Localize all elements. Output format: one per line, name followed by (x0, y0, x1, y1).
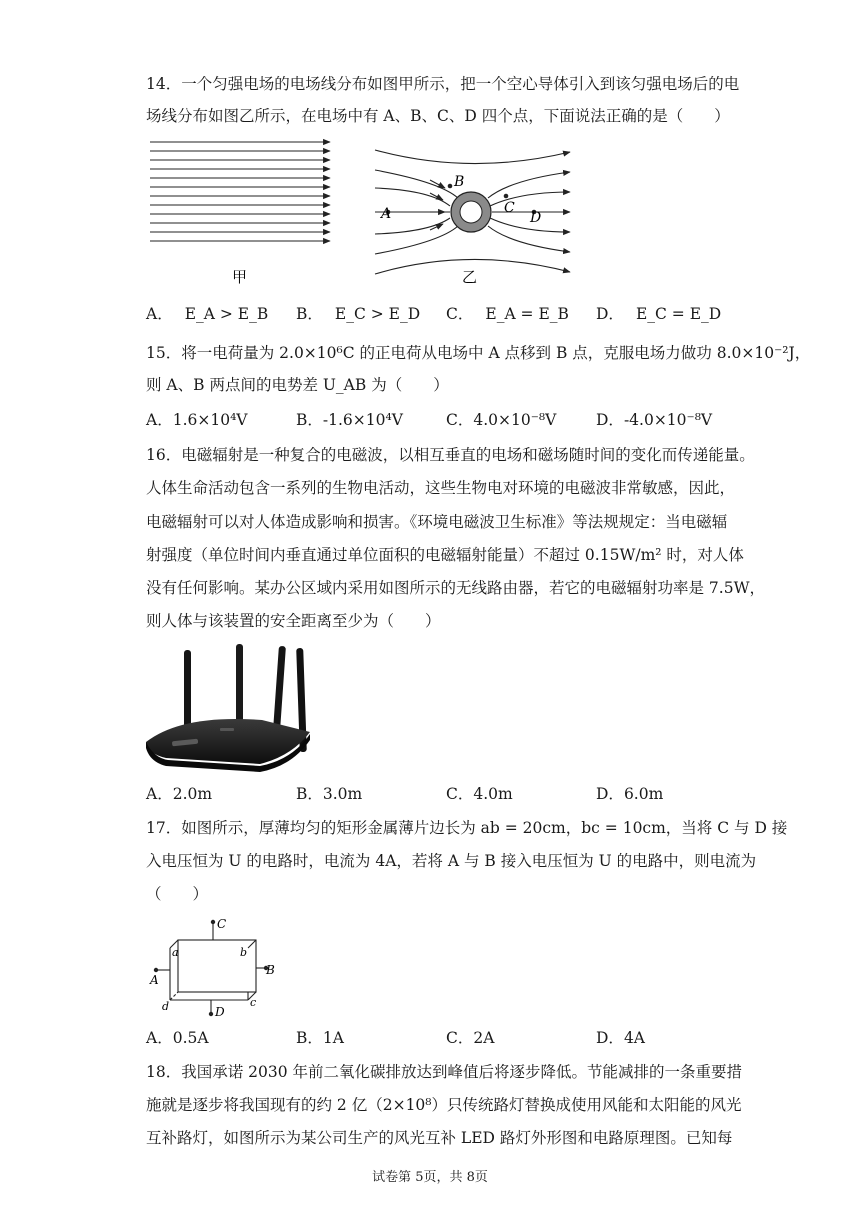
q17-option-b[interactable]: B．1A (296, 1029, 344, 1047)
point-C-label: C (504, 200, 515, 216)
q16-stem-line6: 则人体与该装置的安全距离至少为（ ） (146, 612, 441, 630)
q16-stem-line4: 射强度（单位时间内垂直通过单位面积的电磁辐射能量）不超过 0.15W/m² 时，对人体 (146, 546, 744, 564)
corner-d-label: d (162, 1000, 170, 1013)
terminal-C-label: C (217, 917, 227, 931)
point-B-label: B (454, 174, 465, 190)
q16-stem-line3: 电磁辐射可以对人体造成影响和损害。《环境电磁波卫生标准》等法规规定：当电磁辐 (146, 513, 728, 531)
q15-option-d[interactable]: D．-4.0×10⁻⁸V (596, 411, 713, 429)
q15-stem-line1: 15．将一电荷量为 2.0×10⁶C 的正电荷从电场中 A 点移到 B 点，克服电场力做功 8.0×10⁻²J， (146, 344, 811, 362)
q15-option-b[interactable]: B．-1.6×10⁴V (296, 411, 403, 429)
q15-option-a[interactable]: A．1.6×10⁴V (146, 411, 248, 429)
q14-option-a[interactable]: A． E_A > E_B (146, 305, 269, 323)
terminal-B-label: B (266, 963, 275, 977)
q14-stem-line1: 14．一个匀强电场的电场线分布如图甲所示，把一个空心导体引入到该匀强电场后的电 (146, 75, 740, 93)
q16-option-c[interactable]: C．4.0m (446, 785, 513, 803)
page-footer: 试卷第 5页，共 8页 (372, 1170, 488, 1185)
q18-stem-line1: 18．我国承诺 2030 年前二氧化碳排放达到峰值后将逐步降低。节能减排的一条重要措 (146, 1063, 743, 1081)
q17-option-a[interactable]: A．0.5A (146, 1029, 209, 1047)
q18-stem-line2: 施就是逐步将我国现有的约 2 亿（2×10⁸）只传统路灯替换成使用风能和太阳能的风光 (146, 1096, 742, 1114)
q16-stem-line1: 16．电磁辐射是一种复合的电磁波，以相互垂直的电场和磁场随时间的变化而传递能量。 (146, 446, 755, 464)
terminal-D-label: D (215, 1005, 225, 1019)
q16-option-a[interactable]: A．2.0m (146, 785, 213, 803)
point-A-label: A (381, 206, 392, 222)
q14-option-b[interactable]: B． E_C > E_D (296, 305, 421, 323)
fig-yi-label: 乙 (462, 268, 478, 286)
q16-stem-line2: 人体生命活动包含一系列的生物电活动，这些生物电对环境的电磁波非常敏感，因此， (146, 479, 736, 497)
electric-field-figures (140, 136, 600, 288)
corner-b-label: b (240, 946, 248, 959)
q16-option-d[interactable]: D．6.0m (596, 785, 664, 803)
q17-stem-line3: （ ） (146, 885, 209, 903)
corner-c-label: c (250, 996, 257, 1009)
q15-stem-line2: 则 A、B 两点间的电势差 U_AB 为（ ） (146, 376, 449, 394)
q17-stem-line1: 17．如图所示，厚薄均匀的矩形金属薄片边长为 ab = 20cm，bc = 10cm，当将 C 与 D 接 (146, 819, 788, 837)
q16-stem-line5: 没有任何影响。某办公区域内采用如图所示的无线路由器，若它的电磁辐射功率是 7.5W， (146, 579, 766, 597)
q17-option-d[interactable]: D．4A (596, 1029, 645, 1047)
metal-plate-figure (140, 916, 290, 1020)
q16-option-b[interactable]: B．3.0m (296, 785, 363, 803)
terminal-A-label: A (150, 973, 159, 987)
wireless-router-image (142, 640, 314, 778)
q14-option-c[interactable]: C． E_A = E_B (446, 305, 569, 323)
q15-option-c[interactable]: C．4.0×10⁻⁸V (446, 411, 557, 429)
uniform-field-lines (150, 142, 330, 241)
fig-jia-label: 甲 (232, 268, 248, 286)
q17-option-c[interactable]: C．2A (446, 1029, 495, 1047)
q17-stem-line2: 入电压恒为 U 的电路时，电流为 4A，若将 A 与 B 接入电压恒为 U 的电路中，则电流为 (146, 852, 757, 870)
point-D-label: D (530, 210, 542, 226)
q14-stem-line2: 场线分布如图乙所示，在电场中有 A、B、C、D 四个点，下面说法正确的是（ ） (146, 107, 730, 125)
q18-stem-line3: 互补路灯，如图所示为某公司生产的风光互补 LED 路灯外形图和电路原理图。已知每 (146, 1129, 733, 1147)
q14-option-d[interactable]: D． E_C = E_D (596, 305, 722, 323)
corner-a-label: a (172, 946, 179, 959)
